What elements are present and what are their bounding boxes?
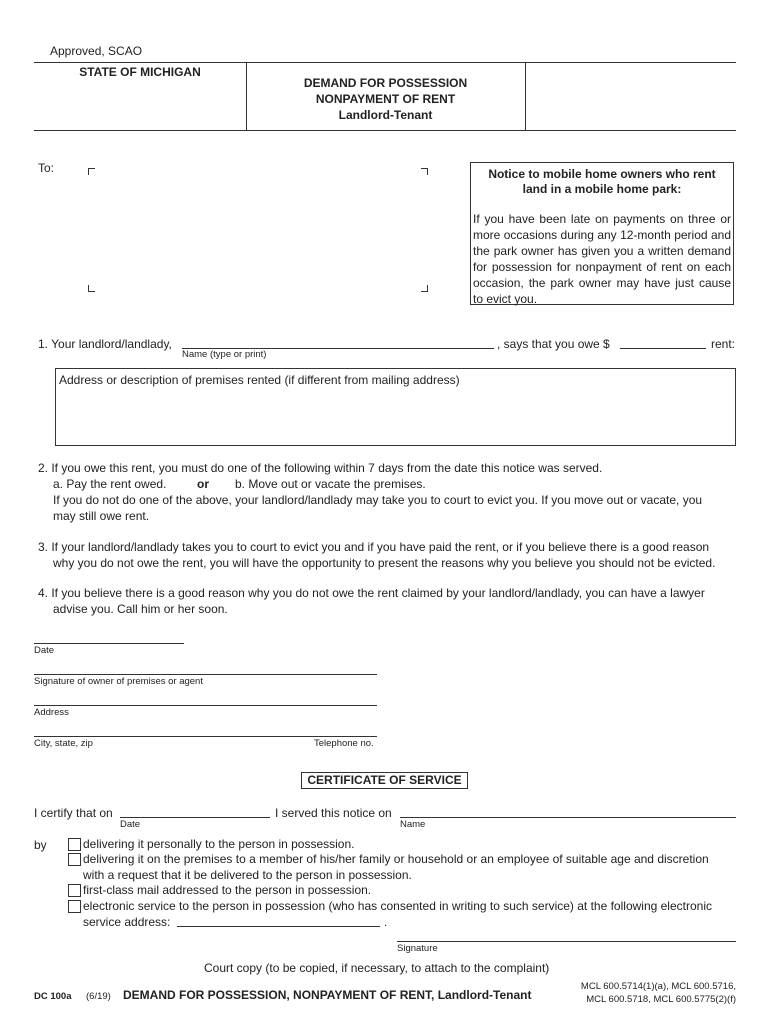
item1-middle: , says that you owe $: [497, 337, 610, 351]
item3-line1: 3. If your landlord/landlady takes you to court to evict you and if you have paid the rent, or if you believe there is a good reason: [38, 540, 710, 554]
service-date-field[interactable]: [120, 817, 270, 818]
service-date-caption: Date: [120, 819, 141, 830]
date-field[interactable]: [34, 643, 184, 644]
item2-line3: If you do not do one of the above, your landlord/landlady may take you to court to evict you. If you move out or vacate, you: [53, 493, 703, 507]
server-signature-caption: Signature: [397, 943, 438, 954]
personal-delivery-checkbox[interactable]: [68, 838, 81, 851]
opt-electronic-line2: service address:: [83, 915, 171, 929]
item2-option-a: a. Pay the rent owed.: [53, 477, 167, 491]
city-state-zip-field[interactable]: [34, 736, 377, 737]
to-label: To:: [38, 161, 55, 175]
notice-body: If you have been late on payments on three or more occasions during any 12-month period and the park owner has given you a written demand for possession for nonpayment of rent on each occasion, the park owner may have just cause to evict you.: [473, 212, 731, 306]
item1-suffix: rent:: [711, 337, 736, 351]
electronic-address-field[interactable]: [177, 926, 380, 927]
form-title-line2: NONPAYMENT OF RENT: [315, 92, 456, 106]
opt-first-class-mail: first-class mail addressed to the person in possession.: [83, 883, 372, 897]
address-caption: Address: [34, 707, 69, 718]
item4-line1: 4. If you believe there is a good reason why you do not owe the rent claimed by your landlord/landlady, you can have a lawyer: [38, 586, 705, 600]
item2-line1: 2. If you owe this rent, you must do one of the following within 7 days from the date this notice was served.: [38, 461, 603, 475]
item2-or: or: [197, 477, 209, 491]
address-window-corner-br: [421, 285, 428, 292]
electronic-period: .: [384, 915, 388, 929]
state-label: STATE OF MICHIGAN: [79, 65, 201, 79]
premises-address-caption: Address or description of premises rented (if different from mailing address): [59, 373, 460, 387]
city-caption: City, state, zip: [34, 738, 93, 749]
address-field[interactable]: [34, 705, 377, 706]
rent-amount-field[interactable]: [620, 348, 706, 349]
item2-line4: may still owe rent.: [53, 509, 150, 523]
served-name-caption: Name: [400, 819, 426, 830]
certificate-title: CERTIFICATE OF SERVICE: [301, 772, 468, 789]
header-bottom-rule: [34, 130, 736, 131]
address-window-corner-tl: [88, 168, 95, 175]
notice-title-line2: land in a mobile home park:: [522, 182, 682, 196]
mcl-line1: MCL 600.5714(1)(a), MCL 600.5716,: [580, 981, 736, 992]
form-code: DC 100a: [34, 991, 72, 1002]
owner-signature-field[interactable]: [34, 674, 377, 675]
form-title-line1: DEMAND FOR POSSESSION: [303, 76, 468, 90]
served-name-field[interactable]: [400, 817, 736, 818]
mcl-citations: [560, 980, 736, 1006]
item4-line2: advise you. Call him or her soon.: [53, 602, 228, 616]
item1-prefix: 1. Your landlord/landlady,: [38, 337, 172, 351]
address-window-corner-bl: [88, 285, 95, 292]
header-top-rule: [34, 62, 736, 63]
premises-delivery-checkbox[interactable]: [68, 853, 81, 866]
date-caption: Date: [34, 645, 55, 656]
item3-line2: why you do not owe the rent, you will have the opportunity to present the reasons why you believe you should not be evicted.: [53, 556, 716, 570]
certify-label: I certify that on: [34, 806, 113, 820]
by-label: by: [34, 838, 47, 852]
landlord-name-caption: Name (type or print): [182, 349, 267, 360]
mail-checkbox[interactable]: [68, 884, 81, 897]
address-window-corner-tr: [421, 168, 428, 175]
telephone-caption: Telephone no.: [314, 738, 374, 749]
electronic-service-checkbox[interactable]: [68, 900, 81, 913]
mobile-home-notice-box: [470, 162, 734, 305]
opt-premises-delivery-line2: with a request that it be delivered to the person in possession.: [83, 868, 412, 882]
form-title: [246, 75, 525, 123]
mcl-line2: MCL 600.5718, MCL 600.5775(2)(f): [586, 994, 736, 1005]
court-copy-note: Court copy (to be copied, if necessary, to attach to the complaint): [204, 961, 550, 975]
opt-premises-delivery-line1: delivering it on the premises to a member of his/her family or household or an employee of suitable age and discretion: [83, 852, 709, 866]
header-divider-right: [525, 62, 526, 130]
footer-form-title: DEMAND FOR POSSESSION, NONPAYMENT OF RENT, Landlord-Tenant: [123, 988, 532, 1002]
approved-label: Approved, SCAO: [50, 44, 143, 58]
opt-electronic-line1: electronic service to the person in possession (who has consented in writing to such service) at the following electronic: [83, 899, 712, 913]
notice-title-line1: Notice to mobile home owners who rent: [488, 167, 716, 181]
opt-personal-delivery: delivering it personally to the person in possession.: [83, 837, 355, 851]
form-date: (6/19): [86, 991, 111, 1002]
server-signature-field[interactable]: [397, 941, 736, 942]
recipient-address-area[interactable]: [95, 170, 415, 282]
served-label: I served this notice on: [275, 806, 392, 820]
notice-title: [471, 167, 733, 197]
premises-address-box[interactable]: [55, 368, 736, 446]
form-title-line3: Landlord-Tenant: [338, 108, 433, 122]
owner-signature-caption: Signature of owner of premises or agent: [34, 676, 203, 687]
item2-option-b: b. Move out or vacate the premises.: [235, 477, 426, 491]
